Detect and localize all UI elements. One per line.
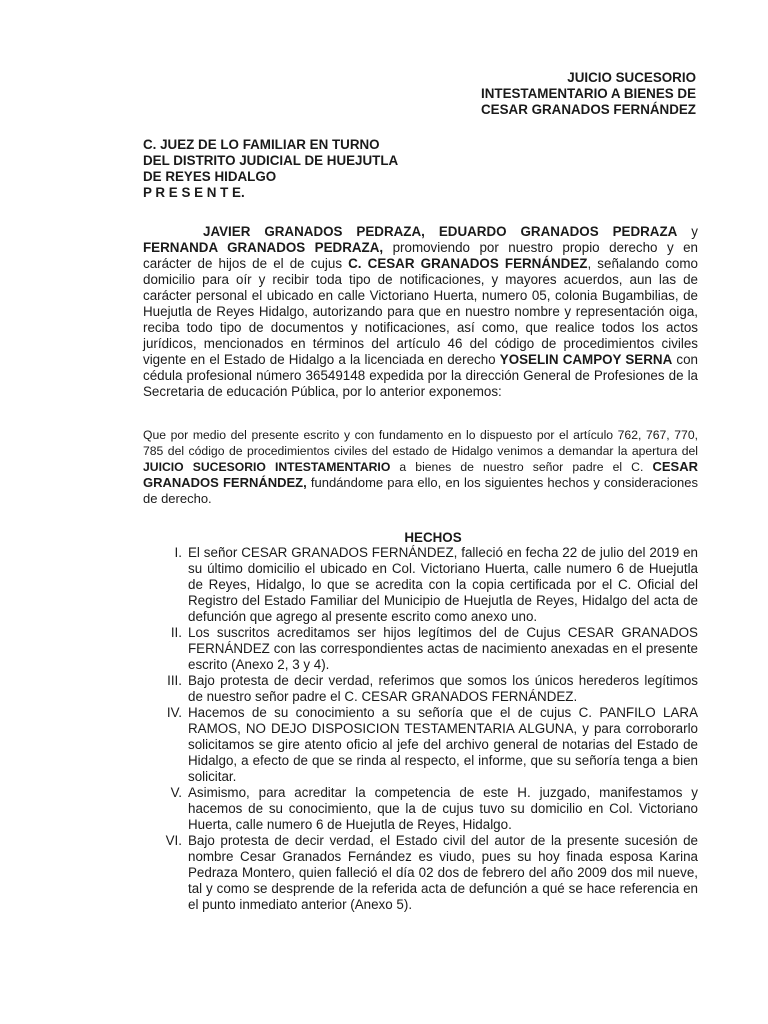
deceased-name: C. CESAR GRANADOS FERNÁNDEZ [348, 256, 588, 271]
petition-juicio: JUICIO SUCESORIO INTESTAMENTARIO [143, 460, 391, 474]
addressee-line2: DEL DISTRITO JUDICIAL DE HUEJUTLA [143, 153, 399, 168]
list-item-text: Hacemos de su conocimiento a su señoría que el de cujus C. PANFILO LARA RAMOS, NO DEJO DISPOSICION TESTAMENTARIA ALGUNA, y para corroborarlo solicitamos se gire atento oficio al jefe del archivo general de notarias del Estado de Hidalgo, a efecto de que se rinda al respecto, el informe, que su señoría tenga a bien solicitar. [188, 705, 698, 784]
list-item [140, 545, 698, 625]
intro-paragraph [143, 224, 698, 400]
petition-text-a: Que por medio del presente escrito y con fundamento en lo dispuesto por el artículo 762, 767, 770, 785 del código de procedimientos civiles del estado de Hidalgo venimos a demandar la apertura del [143, 428, 698, 458]
list-item [140, 833, 698, 913]
petitioner-names-b: FERNANDA GRANADOS PEDRAZA, [143, 240, 384, 255]
list-item [140, 625, 698, 673]
intro-text-b: , señalando como domicilio para oír y recibir toda tipo de notificaciones, y mayores acuerdos, aun las de carácter personal el ubicado en calle Victoriano Huerta, numero 05, colonia Bugambilias, de Huejutla de Reyes Hidalgo, autorizando para que en nuestro nombre y representación oiga, reciba todo tipo de documentos y notificaciones, así como, que realice todos los actos jurídicos, mencionados en términos del artículo 46 del código de procedimientos civiles vigente en el Estado de Hidalgo a la licenciada en derecho [143, 256, 698, 367]
case-heading-line3: CESAR GRANADOS FERNÁNDEZ [480, 102, 696, 117]
case-heading-line2: INTESTAMENTARIO A BIENES DE [481, 86, 696, 101]
petition-text-c: fundándome para ello, en los siguientes hechos y consideraciones de derecho. [143, 475, 698, 506]
list-item-number: IV. [166, 705, 182, 720]
petition-paragraph [143, 427, 698, 507]
petition-text-b: a bienes de nuestro señor padre el C. [390, 460, 653, 474]
list-item-text: El señor CESAR GRANADOS FERNÁNDEZ, falleció en fecha 22 de julio del 2019 en su último domicilio el ubicado en Col. Victoriano Huerta, calle numero 6 de Huejutla de Reyes, Hidalgo, lo que se acredita con la copia certificada por el C. Oficial del Registro del Estado Familiar del Municipio de Huejutla de Reyes, Hidalgo del acta de defunción que agrego al presente escrito como anexo uno. [188, 545, 698, 624]
intro-text-c: con cédula profesional número 36549148 expedida por la dirección General de Profesiones de la Secretaria de educación Pública, por lo anterior exponemos: [143, 352, 698, 399]
case-heading [481, 70, 696, 118]
petition-deceased-name: CESAR GRANADOS FERNÁNDEZ, [143, 459, 698, 490]
list-item-text: Asimismo, para acreditar la competencia de este H. juzgado, manifestamos y hacemos de su conocimiento, que la de cujus tuvo su domicilio en Col. Victoriano Huerta, calle numero 6 de Huejutla de Reyes, Hidalgo. [188, 785, 698, 832]
case-heading-line1: JUICIO SUCESORIO [567, 70, 696, 85]
intro-text-a: promoviendo por nuestro propio derecho y en carácter de hijos de el de cujus [143, 240, 698, 271]
list-item [140, 785, 698, 833]
list-item-number: I. [174, 545, 182, 560]
list-item-number: VI. [165, 833, 182, 848]
intro-conjunction: y [677, 224, 698, 239]
addressee-block [143, 137, 398, 201]
petitioner-names-a: JAVIER GRANADOS PEDRAZA, EDUARDO GRANADOS PEDRAZA [203, 224, 678, 239]
hechos-list [140, 545, 698, 913]
list-item-number: II. [170, 625, 182, 640]
lawyer-name: YOSELIN CAMPOY SERNA [499, 352, 673, 367]
addressee-line3: DE REYES HIDALGO [143, 169, 277, 184]
list-item-number: III. [167, 673, 182, 688]
list-item-text: Bajo protesta de decir verdad, el Estado civil del autor de la presente sucesión de nombre Cesar Granados Fernández es viudo, pues su hoy finada esposa Karina Pedraza Montero, quien falleció el día 02 dos de febrero del año 2009 dos mil nueve, tal y como se desprende de la referida acta de defunción a qué se hace referencia en el punto inmediato anterior (Anexo 5). [188, 833, 698, 912]
list-item-number: V. [170, 785, 182, 800]
list-item [140, 705, 698, 785]
hechos-title: HECHOS [404, 530, 462, 545]
list-item-text: Bajo protesta de decir verdad, referimos que somos los únicos herederos legítimos de nuestro señor padre el C. CESAR GRANADOS FERNÁNDEZ. [188, 673, 698, 704]
list-item-text: Los suscritos acreditamos ser hijos legítimos del de Cujus CESAR GRANADOS FERNÁNDEZ con las correspondientes actas de nacimiento anexadas en el presente escrito (Anexo 2, 3 y 4). [188, 625, 698, 672]
addressee-line4: P R E S E N T E. [143, 185, 245, 200]
list-item [140, 673, 698, 705]
addressee-line1: C. JUEZ DE LO FAMILIAR EN TURNO [143, 137, 380, 152]
